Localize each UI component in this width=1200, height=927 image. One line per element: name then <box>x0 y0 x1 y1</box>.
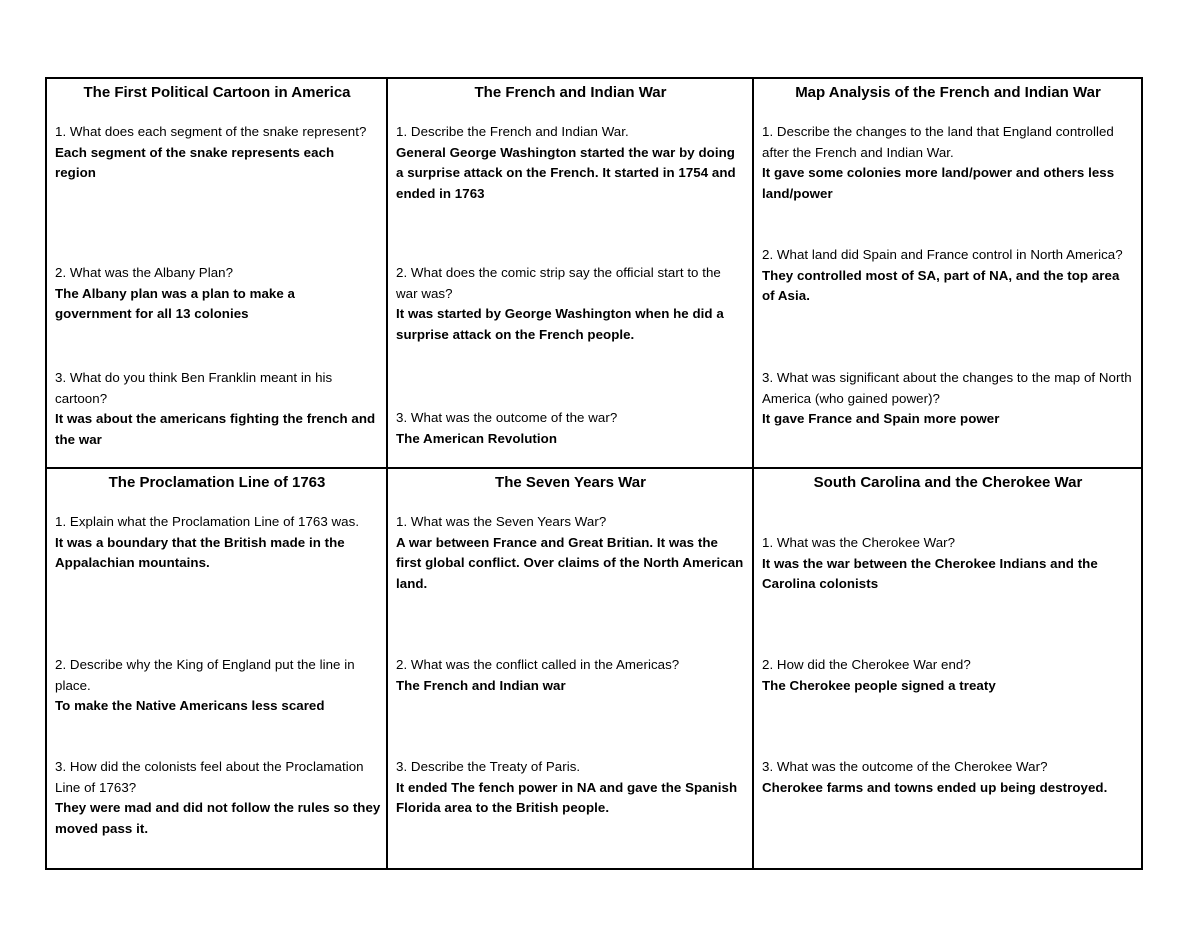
question-block <box>762 368 1137 430</box>
cell-political-cartoon <box>47 79 388 469</box>
question-block <box>396 263 746 345</box>
answer-text: It ended The fench power in NA and gave the Spanish Florida area to the British people. <box>396 779 738 815</box>
cell-proclamation-line <box>47 469 388 868</box>
question-block <box>762 757 1140 798</box>
answer-text: It was about the americans fighting the french and the war <box>55 411 376 447</box>
cell-french-indian-war <box>388 79 754 469</box>
answer-text: The French and Indian war <box>396 677 566 693</box>
question-block <box>55 263 375 325</box>
question-text: 2. What land did Spain and France control in North America? <box>762 247 1123 262</box>
cell-title: The French and Indian War <box>474 84 667 101</box>
question-block <box>55 122 375 184</box>
question-block <box>55 368 380 450</box>
question-text: 3. How did the colonists feel about the Proclamation Line of 1763? <box>55 759 364 795</box>
question-text: 3. What was the outcome of the Cherokee War? <box>762 759 1048 774</box>
answer-text: It gave France and Spain more power <box>762 411 1000 426</box>
question-block <box>55 655 380 717</box>
question-block <box>396 757 746 819</box>
question-text: 1. What was the Seven Years War? <box>396 514 607 529</box>
question-block <box>396 512 746 594</box>
question-text: 3. What do you think Ben Franklin meant in his cartoon? <box>55 370 333 406</box>
cell-title: The Seven Years War <box>495 474 646 491</box>
cell-title: Map Analysis of the French and Indian War <box>795 84 1101 101</box>
answer-text: It gave some colonies more land/power and others less land/power <box>762 165 1115 201</box>
answer-text: To make the Native Americans less scared <box>55 698 325 713</box>
cell-seven-years-war <box>388 469 754 868</box>
answer-text: The Albany plan was a plan to make a government for all 13 colonies <box>55 285 295 321</box>
question-block <box>762 533 1140 595</box>
question-block <box>762 122 1132 204</box>
question-block <box>762 655 1140 696</box>
answer-text: They controlled most of SA, part of NA, and the top area of Asia. <box>762 267 1120 303</box>
question-text: 3. Describe the Treaty of Paris. <box>396 759 581 774</box>
question-text: 1. What does each segment of the snake represent? <box>55 124 367 139</box>
cell-map-analysis <box>754 79 1141 469</box>
answer-text: Each segment of the snake represents each region <box>55 144 335 180</box>
worksheet-table <box>45 77 1143 870</box>
question-text: 1. Describe the changes to the land that England controlled after the French and Indian War. <box>762 124 1114 160</box>
question-block <box>55 512 380 574</box>
question-text: 2. What does the comic strip say the official start to the war was? <box>396 265 721 301</box>
answer-text: Cherokee farms and towns ended up being destroyed. <box>762 779 1108 795</box>
answer-text: General George Washington started the war by doing a surprise attack on the French. It started in 1754 and ended in 1763 <box>396 144 736 201</box>
question-text: 2. How did the Cherokee War end? <box>762 657 971 672</box>
question-text: 2. Describe why the King of England put the line in place. <box>55 657 355 693</box>
question-text: 1. What was the Cherokee War? <box>762 535 956 550</box>
cell-title: The First Political Cartoon in America <box>83 84 351 101</box>
question-text: 2. What was the conflict called in the Americas? <box>396 657 680 672</box>
cell-cherokee-war <box>754 469 1141 868</box>
question-block <box>396 122 746 204</box>
question-block <box>396 408 746 449</box>
question-text: 1. Describe the French and Indian War. <box>396 124 629 139</box>
answer-text: The American Revolution <box>396 430 557 446</box>
answer-text: The Cherokee people signed a treaty <box>762 677 996 693</box>
cell-title: The Proclamation Line of 1763 <box>108 474 326 491</box>
question-text: 1. Explain what the Proclamation Line of 1763 was. <box>55 514 360 529</box>
answer-text: They were mad and did not follow the rules so they moved pass it. <box>55 800 381 836</box>
answer-text: It was the war between the Cherokee Indians and the Carolina colonists <box>762 555 1098 591</box>
question-block <box>762 245 1132 307</box>
answer-text: It was a boundary that the British made in the Appalachian mountains. <box>55 534 345 570</box>
answer-text: It was started by George Washington when he did a surprise attack on the French people. <box>396 306 724 342</box>
question-block <box>396 655 746 696</box>
question-text: 2. What was the Albany Plan? <box>55 265 234 280</box>
question-block <box>55 757 385 839</box>
question-text: 3. What was the outcome of the war? <box>396 410 618 425</box>
answer-text: A war between France and Great Britian. It was the first global conflict. Over claims of the North American land. <box>396 534 744 591</box>
cell-title: South Carolina and the Cherokee War <box>813 474 1083 491</box>
question-text: 3. What was significant about the changes to the map of North America (who gained power)? <box>762 370 1132 406</box>
